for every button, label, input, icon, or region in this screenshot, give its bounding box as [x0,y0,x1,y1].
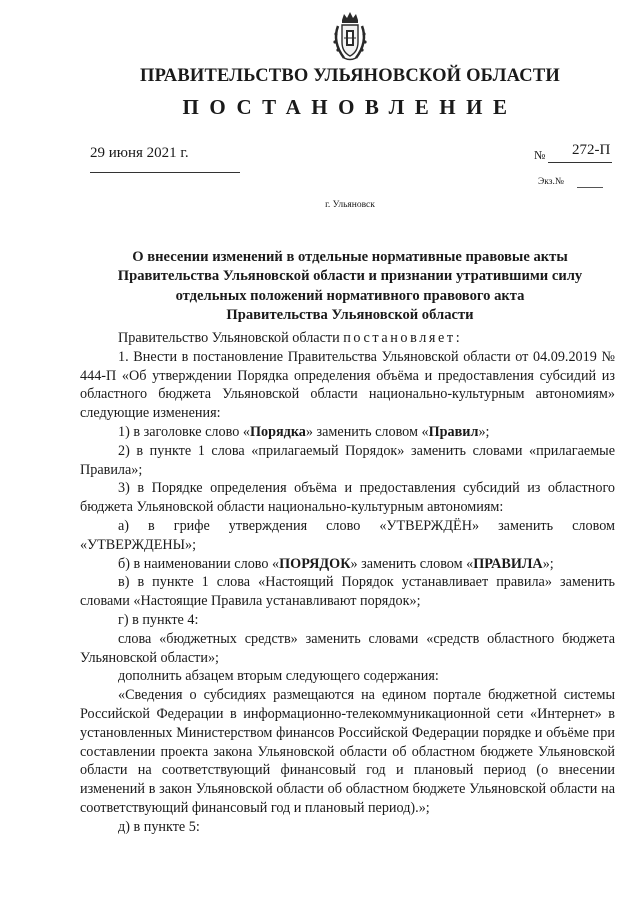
copy-number-underline [577,187,603,188]
text-fragment: » заменить словом « [305,423,429,440]
paragraph-1-1 [80,423,615,442]
document-number: 272-П [572,142,611,158]
paragraph-1-3-g: г) в пункте 4: [118,611,199,628]
bold-term: Порядка [249,423,306,440]
paragraph-1-2: 2) в пункте 1 слова «прилагаемый Порядок» заменить словами «прилагаемые Правила»; [80,442,615,478]
paragraph-1-3-g-2: дополнить абзацем вторым следующего содержания: [118,668,439,685]
paragraph-1-3-d: д) в пункте 5: [118,818,200,835]
text-fragment: » заменить словом « [350,555,474,572]
paragraph-1-3-g-1: слова «бюджетных средств» заменить словами «средств областного бюджета Ульяновской области»; [80,630,615,666]
subject-line: Правительства Ульяновской области и признании утратившими силу [117,268,583,285]
number-sign: № [534,148,546,162]
paragraph-1-3-a: а) в грифе утверждения слово «УТВЕРЖДЁН» заменить словом «УТВЕРЖДЕНЫ»; [80,517,615,553]
document-type: ПОСТАНОВЛЕНИЕ [182,95,518,119]
subject-line: О внесении изменений в отдельные нормативные правовые акты [132,249,568,265]
bold-term: Правил [428,423,479,440]
bold-term: ПРАВИЛА [473,555,543,572]
paragraph-1-3-v: в) в пункте 1 слова «Настоящий Порядок устанавливает правила» заменить словами «Настоящие Правила устанавливают порядок»; [80,574,615,610]
subject-line: отдельных положений нормативного правового акта [175,287,525,304]
text-fragment: »; [478,423,490,440]
text-fragment: »; [542,555,554,572]
paragraph-1-3-b [80,555,615,574]
document-subject [60,248,640,325]
text-fragment: б) в наименовании слово « [118,555,280,572]
document-body [80,329,615,837]
coat-of-arms-icon [330,12,370,62]
subject-line: Правительства Ульяновской области [226,306,474,323]
city: г. Ульяновск [325,200,375,210]
text-fragment: 1) в заголовке слово « [118,423,250,440]
intro-text: Правительство Ульяновской области [118,330,344,346]
paragraph-1: 1. Внести в постановление Правительства Ульяновской области от 04.09.2019 № 444-П «Об утверждении Порядка определения объёма и предоставления субсидий из областного бюджета Ульяновской области национально-культурным автономиям» следующие изменения: [80,348,615,422]
paragraph-1-3: 3) в Порядке определения объёма и предоставления субсидий из областного бюджета Ульяновской области национально-культурным автономиям: [80,480,615,516]
document-date: 29 июня 2021 г. [90,145,189,161]
copy-number-label: Экз.№ [538,177,564,187]
date-underline [90,172,240,173]
paragraph-quote: «Сведения о субсидиях размещаются на едином портале бюджетной системы Российской Федерации в информационно-телекоммуникационной сети «Интернет» в установленных Министерством финансов Российской Федерации порядке и объёме при составлении проекта закона Ульяновской области об областном бюджете Ульяновской области на соответствующий финансовый год и плановый период (о внесении изменений в закон Ульяновской области об областном бюджете Ульяновской области на соответствующий финансовый год и плановый период).»; [80,687,615,816]
intro-resolves: постановляет [343,330,456,346]
intro-colon: : [455,330,460,346]
intro-paragraph [80,329,615,348]
government-title: ПРАВИТЕЛЬСТВО УЛЬЯНОВСКОЙ ОБЛАСТИ [140,66,560,86]
bold-term: ПОРЯДОК [279,555,351,572]
number-underline [548,162,612,163]
